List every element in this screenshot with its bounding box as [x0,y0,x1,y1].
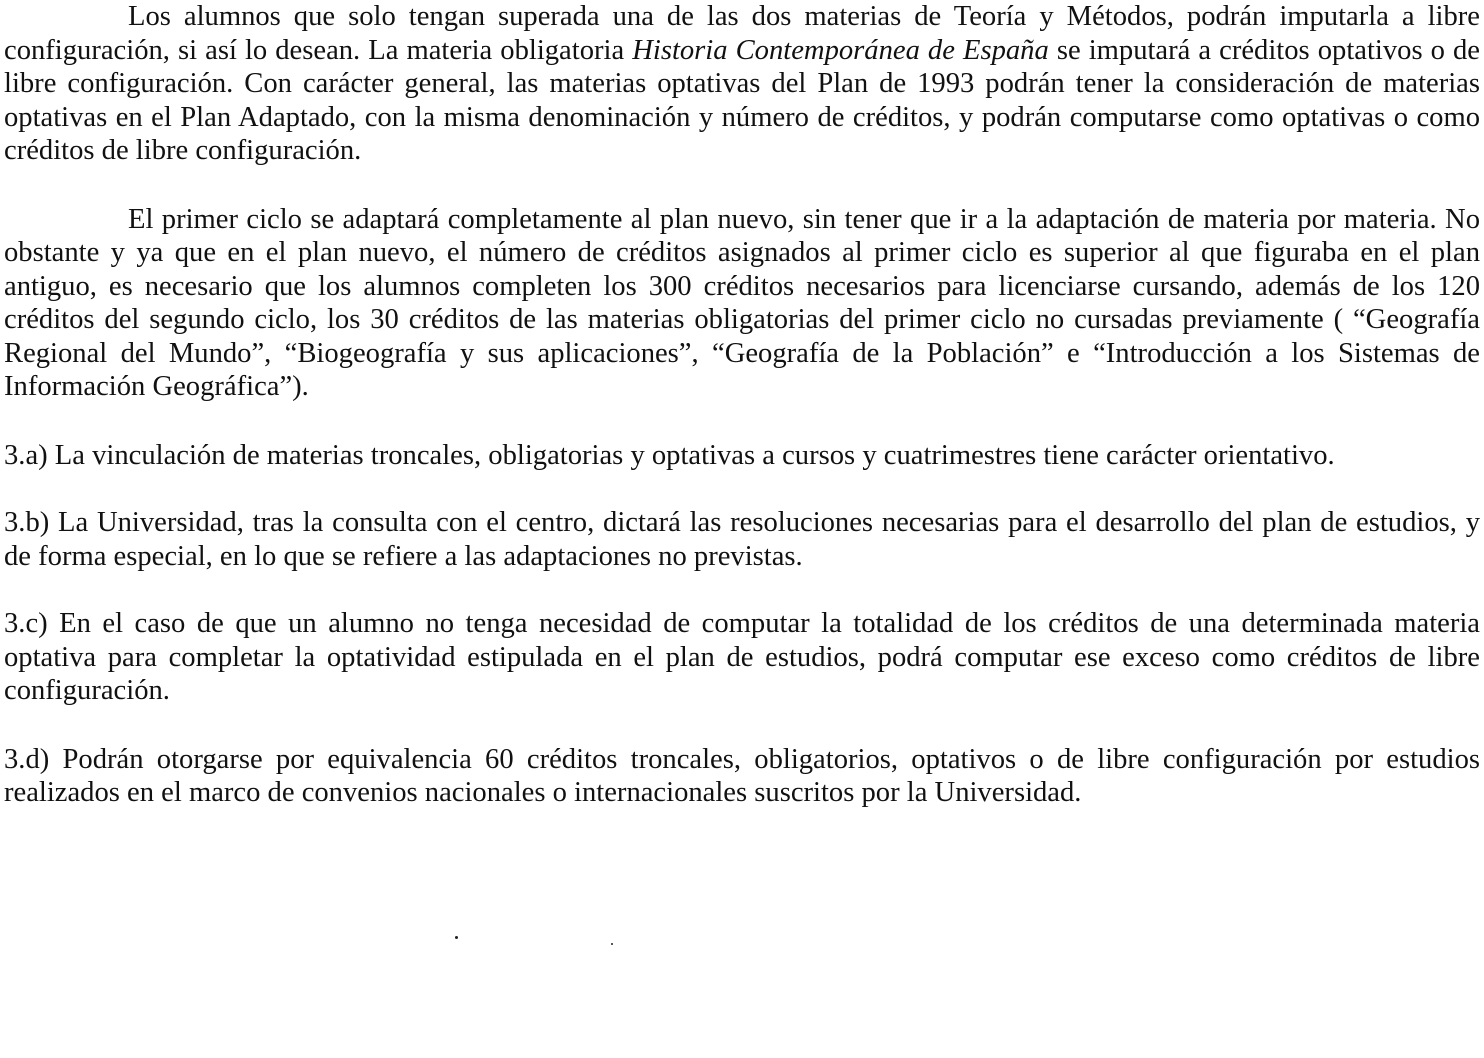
scan-speck [455,936,458,939]
clause-3a: 3.a) La vinculación de materias troncales, obligatorias y optativas a cursos y cuatrimestres tiene carácter orientativo. [4,439,1335,471]
paragraph-primer-ciclo: El primer ciclo se adaptará completamente al plan nuevo, sin tener que ir a la adaptación de materia por materia. No obstante y ya que en el plan nuevo, el número de créditos asignados al primer ciclo es superior al que figuraba en el plan antiguo, es necesario que los alumnos completen los 300 créditos necesarios para licenciarse cursando, además de los 120 créditos del segundo ciclo, los 30 créditos de las materias obligatorias del primer ciclo no cursadas previamente ( “Geografía Regional del Mundo”, “Biogeografía y sus aplicaciones”, “Geografía de la Población” e “Introducción a los Sistemas de Información Geográfica”). [4,203,1480,402]
document-page [4,0,1480,810]
clause-3b: 3.b) La Universidad, tras la consulta con el centro, dictará las resoluciones necesarias para el desarrollo del plan de estudios, y de forma especial, en lo que se refiere a las adaptaciones no previstas. [4,507,1480,572]
paragraph-teoria-metodos [4,0,1480,168]
paragraph-text: Los alumnos que solo tengan superada una de las dos materias de Teoría y Métodos, podrán imputarla a libre configuración, si así lo desean. La materia obligatoria [4,1,1480,66]
scan-speck [611,943,613,945]
clause-3d: 3.d) Podrán otorgarse por equivalencia 60 créditos troncales, obligatorios, optativos o de libre configuración por estudios realizados en el marco de convenios nacionales o internacionales suscritos por la Universidad. [4,743,1480,808]
clause-3c: 3.c) En el caso de que un alumno no tenga necesidad de computar la totalidad de los créditos de una determinada materia optativa para completar la optatividad estipulada en el plan de estudios, podrá computar ese exceso como créditos de libre configuración. [4,608,1480,706]
paragraph-text: se imputará a créditos optativos o de libre configuración. Con carácter general, las materias optativas del Plan de 1993 podrán tener la consideración de materias optativas en el Plan Adaptado, con la misma denominación y número de créditos, y podrán computarse como optativas o como créditos de libre configuración. [4,34,1480,166]
italic-course-title: Historia Contemporánea de España [632,34,1049,66]
